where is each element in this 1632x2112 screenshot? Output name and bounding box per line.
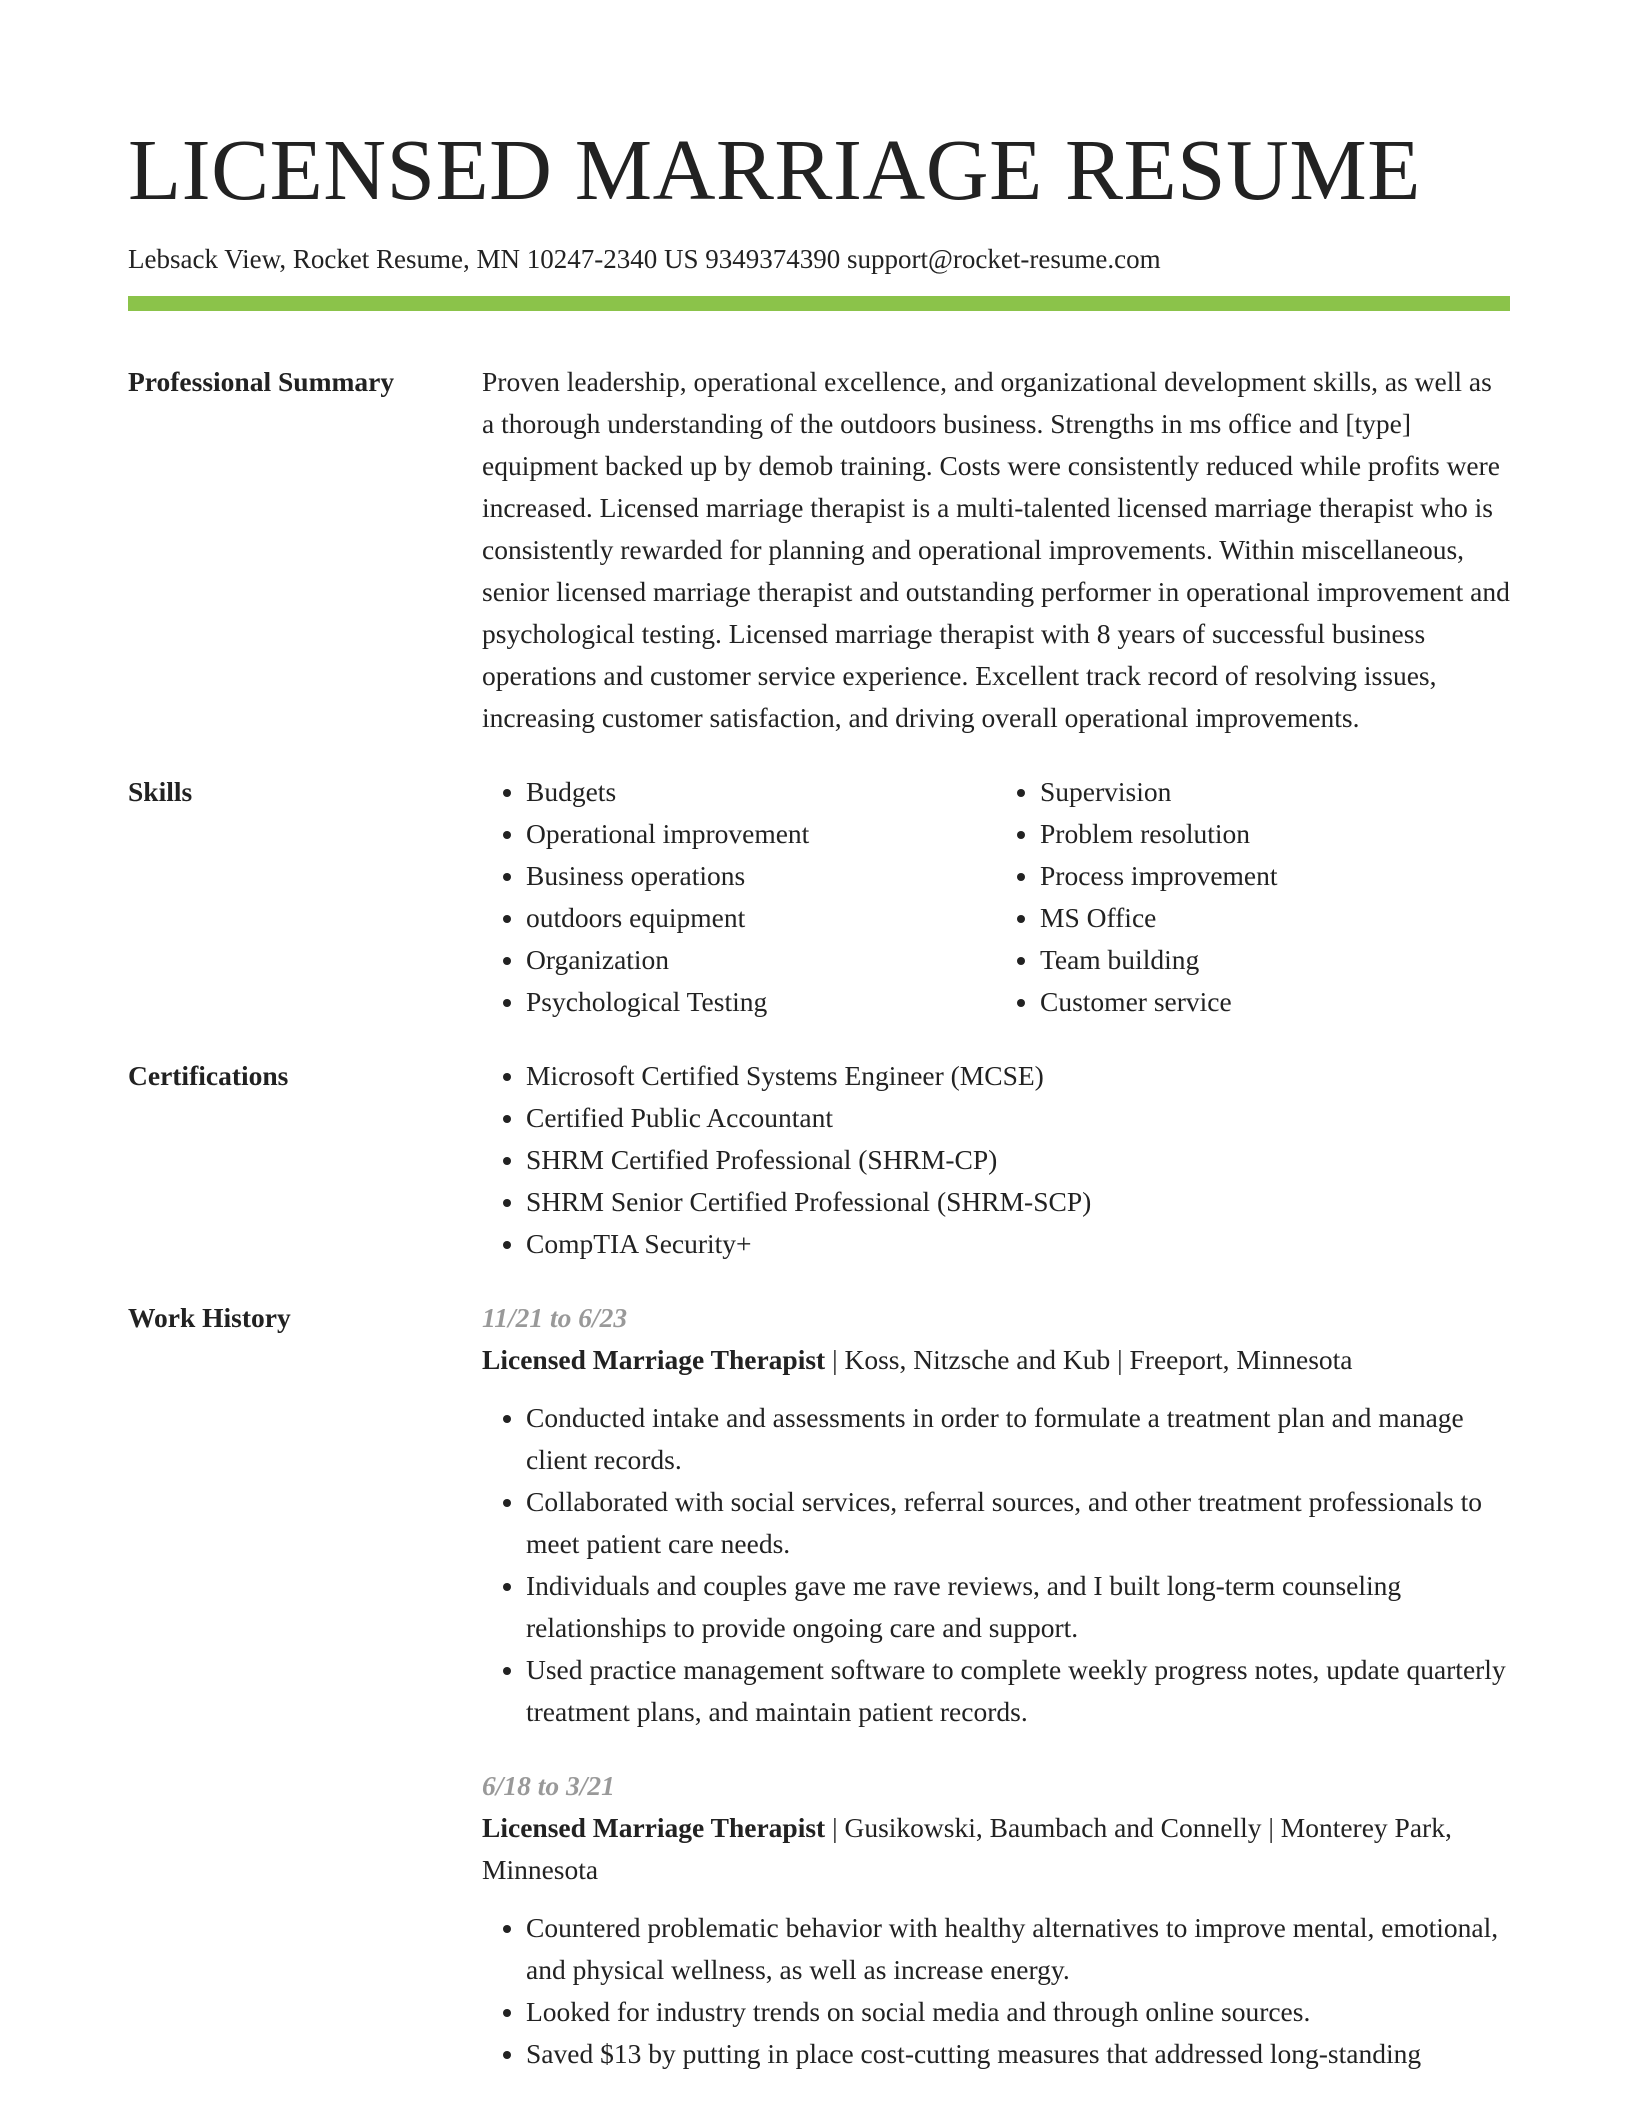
section-body — [482, 1297, 1510, 2075]
section-label: Skills — [128, 776, 193, 807]
job-bullet: • Individuals and couples gave me rave reviews, and I built long-term counseling relationships to provide ongoing care and support. — [526, 1565, 1510, 1649]
contact-phone: 9349374390 — [705, 244, 841, 274]
job-bullet: • Looked for industry trends on social media and through online sources. — [526, 1991, 1510, 2033]
job-dates: 6/18 to 3/21 — [482, 1770, 615, 1801]
certification-item: • SHRM Senior Certified Professional (SHRM-SCP) — [526, 1181, 1510, 1223]
job-heading — [482, 1807, 1510, 1891]
certification-item: • SHRM Certified Professional (SHRM-CP) — [526, 1139, 1510, 1181]
summary-text: Proven leadership, operational excellence, and organizational development skills, as well as a thorough understanding of the outdoors business. Strengths in ms office and [type] equipment backed up by demob training. Costs were consistently reduced while profits were increased. Licensed marriage therapist is a multi-talented licensed marriage therapist who is consistently rewarded for planning and operational improvements. Within miscellaneous, senior licensed marriage therapist and outstanding performer in operational improvement and psychological testing. Licensed marriage therapist with 8 years of successful business operations and customer service experience. Excellent track record of resolving issues, increasing customer satisfaction, and driving overall operational improvements. — [482, 366, 1510, 733]
certification-item: • Microsoft Certified Systems Engineer (MCSE) — [526, 1055, 1510, 1097]
skill-item: • Customer service — [1040, 981, 1510, 1023]
contact-line — [128, 242, 1510, 276]
job-title: Licensed Marriage Therapist — [482, 1812, 826, 1843]
job-bullet: • Used practice management software to complete weekly progress notes, update quarterly treatment plans, and maintain patient records. — [526, 1649, 1510, 1733]
skill-item: • Business operations — [526, 855, 996, 897]
skills-list-left — [482, 771, 996, 1023]
skill-item: • MS Office — [1040, 897, 1510, 939]
skill-item: • Psychological Testing — [526, 981, 996, 1023]
job-bullet: • Saved $13 by putting in place cost-cutting measures that addressed long-standing — [526, 2033, 1510, 2075]
section-label: Professional Summary — [128, 366, 395, 397]
skill-item: • Budgets — [526, 771, 996, 813]
section-body — [482, 771, 1510, 1023]
job-bullets — [482, 1397, 1510, 1733]
contact-email: support@rocket-resume.com — [847, 244, 1161, 274]
resume-title: LICENSED MARRIAGE RESUME — [128, 121, 1421, 218]
certifications-section — [128, 1055, 1510, 1265]
job-bullets — [482, 1907, 1510, 2075]
job-employer-location: | Koss, Nitzsche and Kub | Freeport, Minnesota — [825, 1344, 1353, 1375]
skill-item: • Team building — [1040, 939, 1510, 981]
certifications-list — [482, 1055, 1510, 1265]
job-employer-location: | Gusikowski, Baumbach and Connelly | Monterey Park, Minnesota — [482, 1812, 1452, 1885]
professional-summary-section — [128, 361, 1510, 739]
contact-address: Lebsack View, Rocket Resume, MN 10247-2340 US — [128, 244, 699, 274]
job-bullet: • Collaborated with social services, referral sources, and other treatment professionals to meet patient care needs. — [526, 1481, 1510, 1565]
accent-divider — [128, 296, 1510, 311]
job-heading — [482, 1339, 1510, 1381]
job-title: Licensed Marriage Therapist — [482, 1344, 826, 1375]
skill-item: • Organization — [526, 939, 996, 981]
job-entry — [482, 1765, 1510, 2075]
skills-list-right — [996, 771, 1510, 1023]
skills-section — [128, 771, 1510, 1023]
section-label: Certifications — [128, 1060, 289, 1091]
section-label: Work History — [128, 1302, 291, 1333]
skill-item: • Operational improvement — [526, 813, 996, 855]
skill-item: • Process improvement — [1040, 855, 1510, 897]
section-body — [482, 361, 1510, 739]
job-bullet: • Conducted intake and assessments in order to formulate a treatment plan and manage client records. — [526, 1397, 1510, 1481]
work-history-section — [128, 1297, 1510, 2075]
job-entry — [482, 1297, 1510, 1733]
section-body — [482, 1055, 1510, 1265]
skill-item: • Supervision — [1040, 771, 1510, 813]
skill-item: • Problem resolution — [1040, 813, 1510, 855]
resume-page — [128, 0, 1510, 2075]
certification-item: • Certified Public Accountant — [526, 1097, 1510, 1139]
skill-item: • outdoors equipment — [526, 897, 996, 939]
job-bullet: • Countered problematic behavior with healthy alternatives to improve mental, emotional, and physical wellness, as well as increase energy. — [526, 1907, 1510, 1991]
skills-columns — [482, 771, 1510, 1023]
certification-item: • CompTIA Security+ — [526, 1223, 1510, 1265]
job-dates: 11/21 to 6/23 — [482, 1302, 628, 1333]
